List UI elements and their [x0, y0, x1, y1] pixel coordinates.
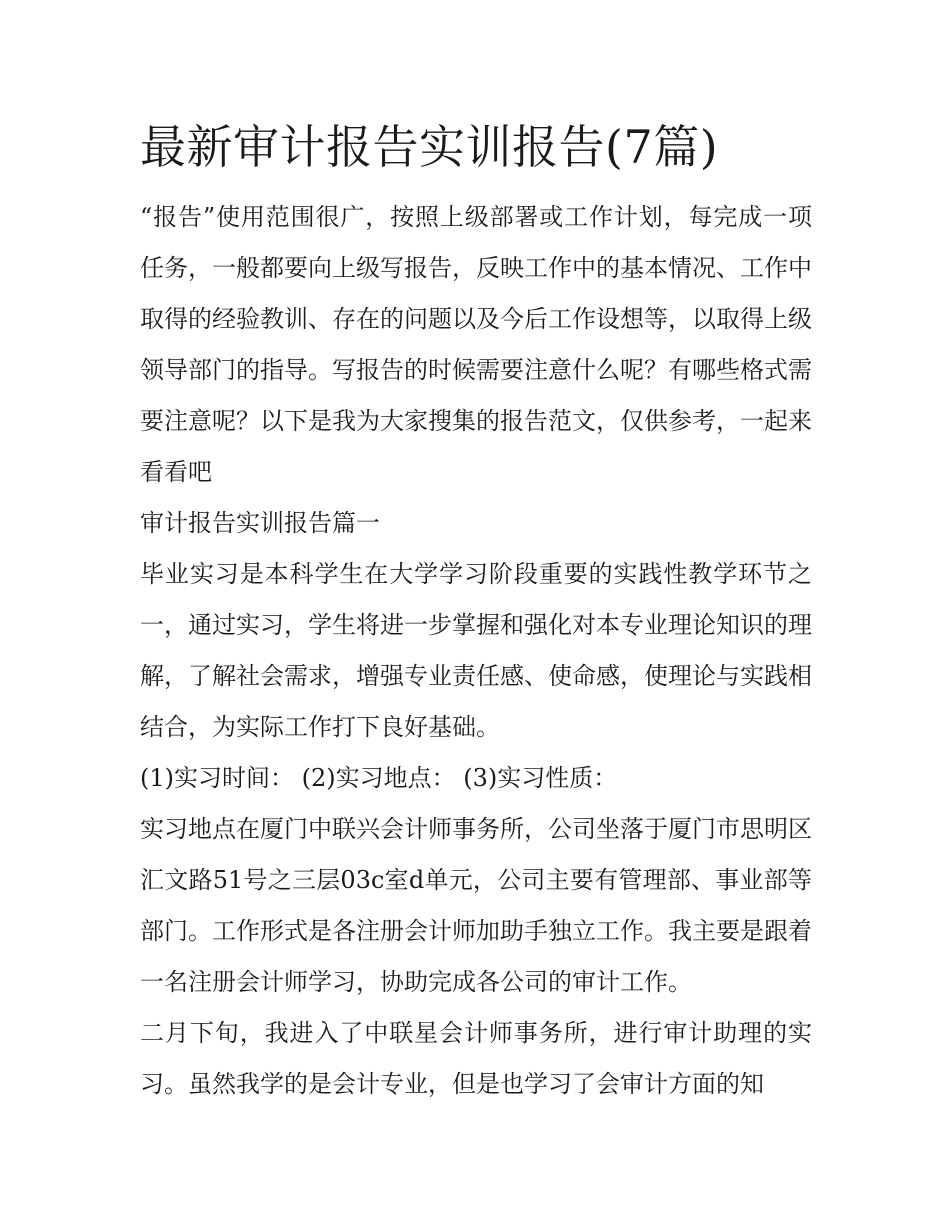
- document-title: 最新审计报告实训报告(7篇): [140, 120, 719, 174]
- body-paragraph: 实习地点在厦门中联兴会计师事务所，公司坐落于厦门市思明区汇文路51号之三层03c室d单元，公司主要有管理部、事业部等部门。工作形式是各注册会计师加助手独立工作。我主要是跟着一名注册会计师学习，协助完成各公司的审计工作。: [140, 815, 812, 996]
- document-body: [140, 112, 812, 1110]
- intro-paragraph: “报告”使用范围很广，按照上级部署或工作计划，每完成一项任务，一般都要向上级写报告，反映工作中的基本情况、工作中取得的经验教训、存在的问题以及今后工作设想等，以取得上级领导部门的指导。写报告的时候需要注意什么呢？有哪些格式需要注意呢？以下是我为大家搜集的报告范文，仅供参考，一起来看看吧: [140, 203, 812, 486]
- internship-info-line: (1)实习时间： (2)实习地点： (3)实习性质：: [140, 764, 618, 792]
- body-paragraph: 毕业实习是本科学生在大学学习阶段重要的实践性教学环节之一，通过实习，学生将进一步掌握和强化对本专业理论知识的理解，了解社会需求，增强专业责任感、使命感，使理论与实践相结合，为实际工作打下良好基础。: [140, 560, 812, 741]
- section-heading: 审计报告实训报告篇一: [140, 509, 380, 537]
- body-paragraph: 二月下旬，我进入了中联星会计师事务所，进行审计助理的实习。虽然我学的是会计专业，但是也学习了会审计方面的知: [140, 1019, 812, 1098]
